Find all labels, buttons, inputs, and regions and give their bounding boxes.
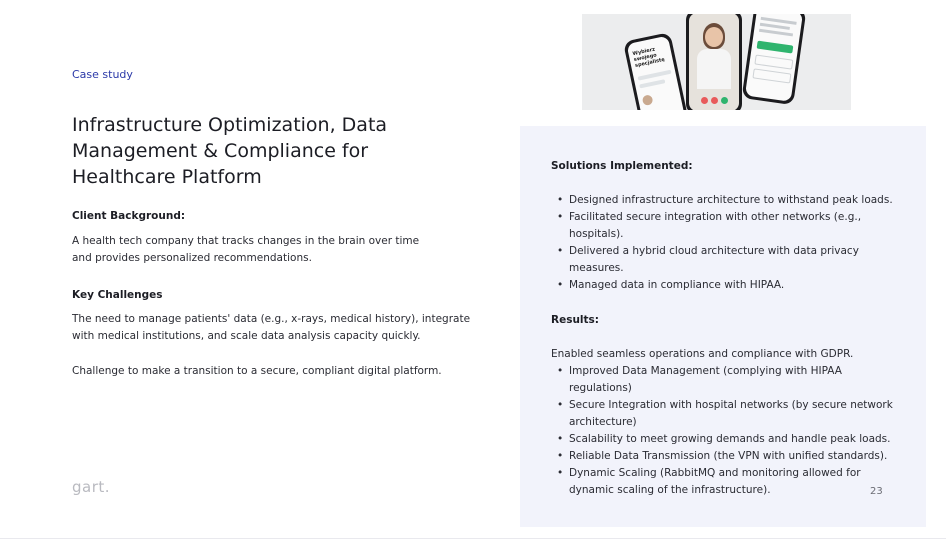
- phone-left-image: [623, 32, 689, 110]
- list-item: • Dynamic Scaling (RabbitMQ and monitoring allowed for dynamic scaling of the infrastructure).: [551, 465, 906, 499]
- hero-image: [582, 14, 851, 110]
- solutions-heading: Solutions Implemented:: [551, 160, 693, 172]
- list-item: • Reliable Data Transmission (the VPN with unified standards).: [551, 448, 906, 465]
- page-number: 23: [870, 486, 883, 497]
- divider: [0, 538, 946, 539]
- list-item: • Scalability to meet growing demands and handle peak loads.: [551, 431, 906, 448]
- phone-center-image: [686, 14, 742, 110]
- list-item: • Improved Data Management (complying with HIPAA regulations): [551, 363, 906, 397]
- key-challenges-heading: Key Challenges: [72, 289, 163, 301]
- list-item: • Managed data in compliance with HIPAA.: [551, 277, 906, 294]
- results-list: [551, 363, 906, 499]
- phone-left-caption: Wybierz swojego specjalistę: [632, 46, 666, 69]
- call-end-icon: [701, 97, 708, 104]
- details-panel: [520, 126, 926, 527]
- phone-right-image: [742, 14, 807, 105]
- page-title: Infrastructure Optimization, Data Management & Compliance for Healthcare Platform: [72, 114, 388, 188]
- client-background-heading: Client Background:: [72, 210, 186, 222]
- solutions-list: [551, 192, 906, 294]
- list-item: • Designed infrastructure architecture to withstand peak loads.: [551, 192, 906, 209]
- key-challenges-text-1: The need to manage patients' data (e.g., x-rays, medical history), integrate with medical institutions, and scale data analysis capacity quickly.: [72, 313, 471, 342]
- video-icon: [721, 97, 728, 104]
- mic-icon: [711, 97, 718, 104]
- list-item: • Secure Integration with hospital networks (by secure network architecture): [551, 397, 906, 431]
- client-background-text: A health tech company that tracks changes in the brain over time and provides personalized recommendations.: [72, 235, 420, 264]
- company-logo: gart.: [72, 478, 111, 496]
- key-challenges-text-2: Challenge to make a transition to a secure, compliant digital platform.: [72, 365, 442, 377]
- list-item: • Facilitated secure integration with other networks (e.g., hospitals).: [551, 209, 906, 243]
- results-heading: Results:: [551, 314, 599, 326]
- list-item: • Delivered a hybrid cloud architecture with data privacy measures.: [551, 243, 906, 277]
- eyebrow-label: Case study: [72, 68, 133, 81]
- results-intro: Enabled seamless operations and compliance with GDPR.: [551, 348, 854, 360]
